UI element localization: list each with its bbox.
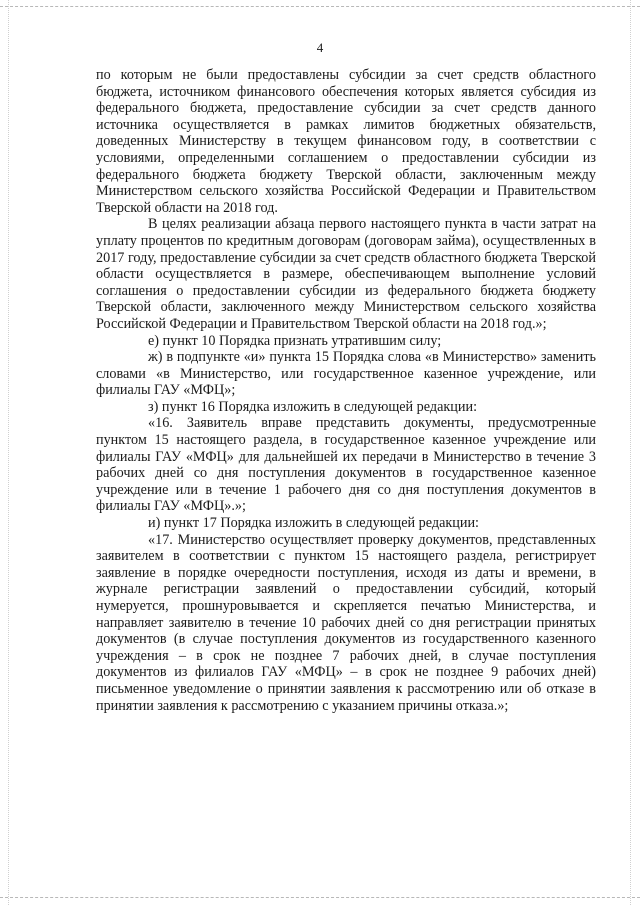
scan-edge-bottom bbox=[0, 897, 640, 898]
paragraph-point-16: «16. Заявитель вправе представить документы, предусмотренные пунктом 15 настоящего раздела, в государственное казенное учреждение или филиалы ГАУ «МФЦ» для дальнейшей их передачи в Министерство в течение 3 рабочих дней со дня поступления документов в государственное казенное учреждение или в течение 1 рабочего дня со дня поступления документов в филиалы ГАУ «МФЦ».»; bbox=[96, 415, 596, 515]
paragraph-point-17: «17. Министерство осуществляет проверку документов, представленных заявителем в соответствии с пунктом 15 настоящего раздела, регистрирует заявление в порядке очередности поступления, исходя из даты и времени, в журнале регистрации заявлений о предоставлении субсидий, который нумеруется, прошнуровывается и скрепляется печатью Министерства, и направляет заявителю в течение 10 рабочих дней со дня регистрации принятых документов (в случае поступления документов из государственного казенного учреждения – в срок не позднее 7 рабочих дней, в случае поступления документов из филиалов ГАУ «МФЦ» – в срок не позднее 9 рабочих дней) письменное уведомление о принятии заявления к рассмотрению или об отказе в принятии заявления к рассмотрению с указанием причины отказа.»; bbox=[96, 531, 596, 714]
scan-edge-left bbox=[8, 0, 9, 905]
scan-edge-right bbox=[630, 0, 631, 905]
paragraph-purpose: В целях реализации абзаца первого настоящего пункта в части затрат на уплату процентов по кредитным договорам (договорам займа), осуществленных в 2017 году, предоставление субсидии за счет средств областного бюджета Тверской области осуществляется в размере, обеспечивающем выполнение условий соглашения о предоставлении субсидии из федерального бюджета бюджету Тверской области, заключенного между Министерством сельского хозяйства Российской Федерации и Правительством Тверской области на 2018 год.»; bbox=[96, 216, 596, 332]
paragraph-item-z: з) пункт 16 Порядка изложить в следующей редакции: bbox=[148, 398, 478, 415]
paragraph-continuation: по которым не были предоставлены субсидии за счет средств областного бюджета, источником финансового обеспечения которых является субсидия из федерального бюджета, предоставление субсидии за счет средств данного источника осуществляется в рамках лимитов бюджетных обязательств, доведенных Министерству в текущем финансовом году, в соответствии с условиями, определенными соглашением о предоставлении субсидии из федерального бюджета бюджету Тверской области, заключенным между Министерством сельского хозяйства Российской Федерации и Правительством Тверской области на 2018 год. bbox=[96, 67, 596, 216]
scan-edge-top bbox=[0, 6, 640, 7]
paragraph-item-i: и) пункт 17 Порядка изложить в следующей редакции: bbox=[148, 515, 479, 532]
paragraph-item-e: е) пункт 10 Порядка признать утратившим силу; bbox=[148, 332, 442, 349]
paragraph-item-zh: ж) в подпункте «и» пункта 15 Порядка слова «в Министерство» заменить словами «в Министерство, или государственное казенное учреждение, или филиалы ГАУ «МФЦ»; bbox=[96, 349, 596, 399]
page-number: 4 bbox=[316, 40, 324, 55]
document-body bbox=[96, 67, 596, 714]
